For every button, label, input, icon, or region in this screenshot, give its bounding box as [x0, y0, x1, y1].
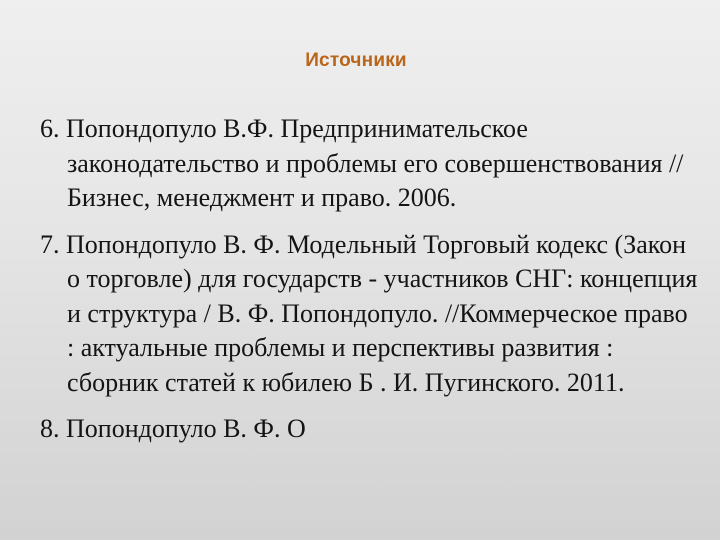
reference-number: 8. — [40, 414, 60, 443]
slide-title: Источники — [305, 50, 407, 71]
reference-item-partial — [40, 412, 700, 447]
reference-number: 6. — [40, 114, 60, 143]
reference-text: Попондопуло В. Ф. Модельный Торговый кодекс (Закон о торговле) для государств - участников СНГ: концепция и структура / В. Ф. Попондопуло. //Коммерческое право : актуальные проблемы и перспективы развития : сборник статей к юбилею Б . И. Пугинского. 2011. — [66, 229, 698, 397]
reference-text: Попондопуло В.Ф. Предпринимательское законодательство и проблемы его совершенствования // Бизнес, менеджмент и право. 2006. — [66, 114, 684, 212]
reference-text: Попондопуло В. Ф. О — [66, 414, 306, 443]
reference-list — [40, 112, 700, 459]
reference-number: 7. — [40, 229, 60, 259]
reference-item — [40, 228, 700, 401]
reference-item — [40, 112, 700, 216]
